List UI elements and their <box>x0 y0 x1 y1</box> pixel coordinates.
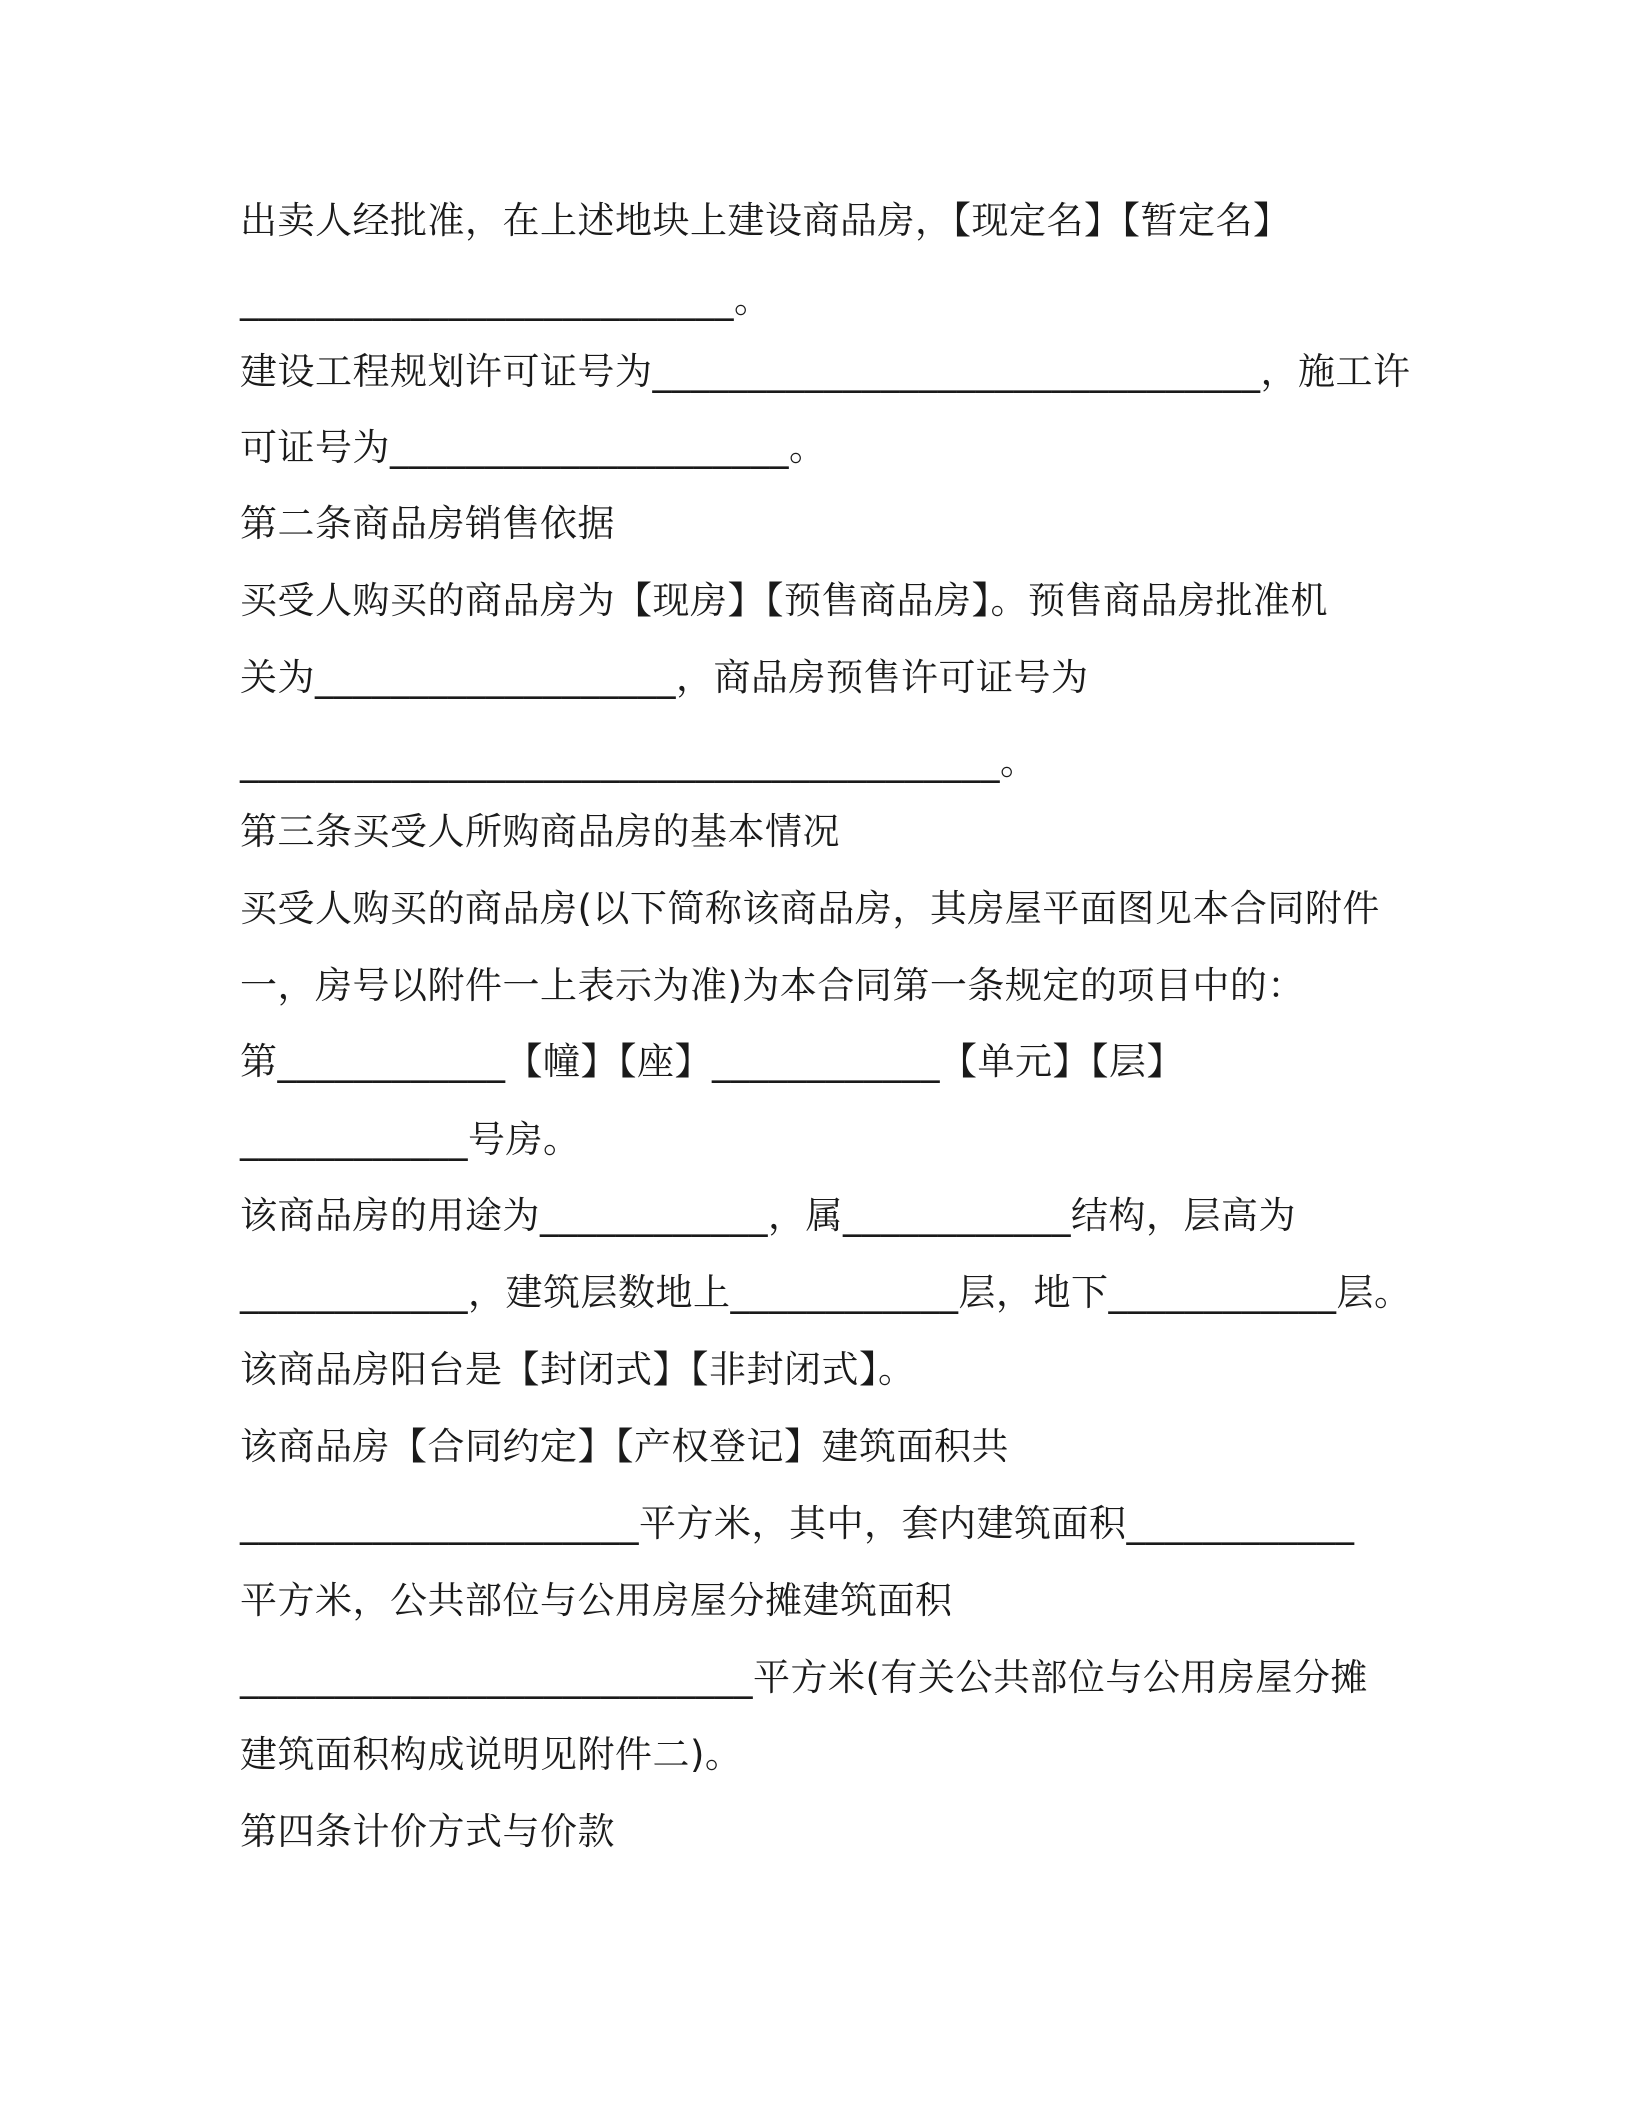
section-heading: 第四条计价方式与价款 <box>240 1810 615 1853</box>
section-heading: 第三条买受人所购商品房的基本情况 <box>240 810 840 853</box>
text-line: 该商品房阳台是【封闭式】【非封闭式】。 <box>240 1348 916 1391</box>
text-line: 第____________【幢】【座】____________【单元】【层】 <box>240 1040 1184 1083</box>
text-line: ________________________________________。 <box>240 740 1038 783</box>
text-line: __________________________。 <box>240 278 772 321</box>
text-line: 可证号为_____________________。 <box>240 426 827 469</box>
text-line: _____________________平方米，其中，套内建筑面积____________ <box>240 1502 1355 1545</box>
text-line: 平方米，公共部位与公用房屋分摊建筑面积 <box>240 1579 953 1622</box>
text-line: 该商品房【合同约定】【产权登记】建筑面积共 <box>240 1425 1009 1468</box>
section-heading: 第二条商品房销售依据 <box>240 502 615 545</box>
text-line: ____________号房。 <box>240 1118 581 1161</box>
text-line: 出卖人经批准，在上述地块上建设商品房，【现定名】【暂定名】 <box>240 199 1291 242</box>
text-line: 该商品房的用途为____________，属____________结构，层高为 <box>240 1194 1296 1237</box>
text-line: ___________________________平方米(有关公共部位与公用房屋分摊 <box>240 1656 1368 1699</box>
text-line: 关为___________________，商品房预售许可证号为 <box>240 656 1089 699</box>
text-line: 一，房号以附件一上表示为准)为本合同第一条规定的项目中的： <box>240 964 1305 1007</box>
text-line: 建筑面积构成说明见附件二)。 <box>240 1733 743 1776</box>
text-line: 买受人购买的商品房(以下简称该商品房，其房屋平面图见本合同附件 <box>240 887 1380 930</box>
text-line: ____________，建筑层数地上____________层，地下____________层。 <box>240 1271 1412 1314</box>
text-line: 买受人购买的商品房为【现房】【预售商品房】。预售商品房批准机 <box>240 579 1328 622</box>
text-line: 建设工程规划许可证号为________________________________，施工许 <box>240 350 1411 393</box>
